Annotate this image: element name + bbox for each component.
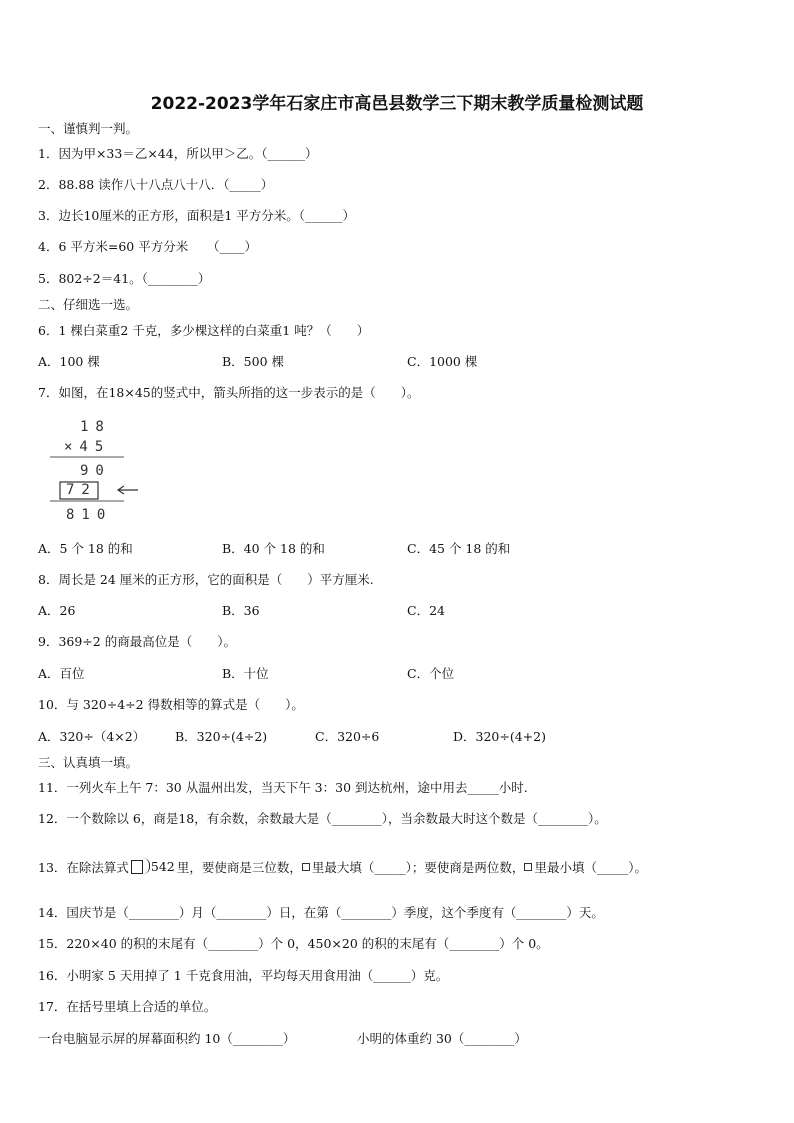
option-b: B．500 棵 — [222, 354, 285, 369]
q13-prefix: 13．在除法算式 — [38, 860, 129, 875]
question-3: 3．边长10厘米的正方形，面积是1 平方分米。（______） — [38, 208, 356, 223]
option-a: A．26 — [38, 603, 76, 618]
option-d: D．320÷(4+2) — [453, 729, 546, 744]
question-6: 6．1 棵白菜重2 千克，多少棵这样的白菜重1 吨？（ ） — [38, 323, 370, 338]
blank-box — [131, 860, 143, 874]
section-heading-3: 三、认真填一填。 — [38, 755, 139, 770]
option-c: C．个位 — [407, 666, 455, 681]
vertical-multiplication-figure — [46, 417, 156, 529]
calc-row-3: 90 — [80, 463, 111, 479]
calc-row-2: ×45 — [64, 439, 111, 455]
option-b: B．40 个 18 的和 — [222, 541, 325, 556]
option-b: B．320÷(4÷2) — [175, 729, 268, 744]
option-b: B．十位 — [222, 666, 269, 681]
calc-row-4: 72 — [66, 482, 97, 498]
question-10: 10．与 320÷4÷2 得数相等的算式是（ ）。 — [38, 697, 304, 712]
option-c: C．24 — [407, 603, 445, 618]
q13-middle: 里，要使商是三位数， — [176, 860, 302, 875]
option-a: A．320÷（4×2） — [38, 729, 146, 744]
question-17: 17．在括号里填上合适的单位。 — [38, 999, 217, 1014]
question-12: 12．一个数除以 6，商是18，有余数，余数最大是（________），当余数最大时这个数是（________）。 — [38, 811, 607, 826]
dividend: 542 — [150, 859, 175, 874]
blank-box-icon — [524, 863, 532, 871]
question-1: 1．因为甲×33＝乙×44，所以甲＞乙。（______） — [38, 146, 318, 161]
option-a: A．5 个 18 的和 — [38, 541, 133, 556]
section-heading-2: 二、仔细选一选。 — [38, 297, 139, 312]
question-7: 7．如图，在18×45的竖式中，箭头所指的这一步表示的是（ ）。 — [38, 385, 420, 400]
question-15: 15．220×40 的积的末尾有（________）个 0，450×20 的积的末尾有（________）个 0。 — [38, 936, 549, 951]
division-bracket-figure — [129, 858, 177, 876]
option-a: A．100 棵 — [38, 354, 100, 369]
calc-row-1: 18 — [80, 419, 111, 435]
section-heading-1: 一、谨慎判一判。 — [38, 121, 139, 136]
q17-item-b: 小明的体重约 30（________） — [357, 1031, 527, 1046]
question-2: 2．88.88 读作八十八点八十八．（_____） — [38, 177, 274, 192]
question-13 — [38, 858, 647, 876]
question-16: 16．小明家 5 天用掉了 1 千克食用油，平均每天用食用油（______）克。 — [38, 968, 449, 983]
division-bracket-icon — [143, 858, 150, 874]
question-14: 14．国庆节是（________）月（________）日，在第（________）季度，这个季度有（________）天。 — [38, 905, 604, 920]
option-b: B．36 — [222, 603, 260, 618]
question-9: 9．369÷2 的商最高位是（ ）。 — [38, 634, 236, 649]
blank-box-icon — [302, 863, 310, 871]
q13-middle-2: 里最大填（_____）；要使商是两位数， — [311, 860, 525, 875]
page-title: 2022-2023学年石家庄市高邑县数学三下期末教学质量检测试题 — [150, 94, 644, 114]
option-a: A．百位 — [38, 666, 85, 681]
question-11: 11．一列火车上午 7：30 从温州出发，当天下午 3：30 到达杭州，途中用去_____小时. — [38, 780, 528, 795]
question-5: 5．802÷2＝41。（________） — [38, 271, 211, 286]
question-8: 8．周长是 24 厘米的正方形，它的面积是（ ）平方厘米. — [38, 572, 374, 587]
q13-end: 里最小填（_____）。 — [534, 860, 647, 875]
question-4: 4．6 平方米=60 平方分米 （____） — [38, 239, 257, 254]
q17-item-a: 一台电脑显示屏的屏幕面积约 10（________） — [38, 1031, 296, 1046]
option-c: C．45 个 18 的和 — [407, 541, 511, 556]
option-c: C．1000 棵 — [407, 354, 478, 369]
calc-row-5: 810 — [66, 507, 113, 523]
option-c: C．320÷6 — [315, 729, 380, 744]
